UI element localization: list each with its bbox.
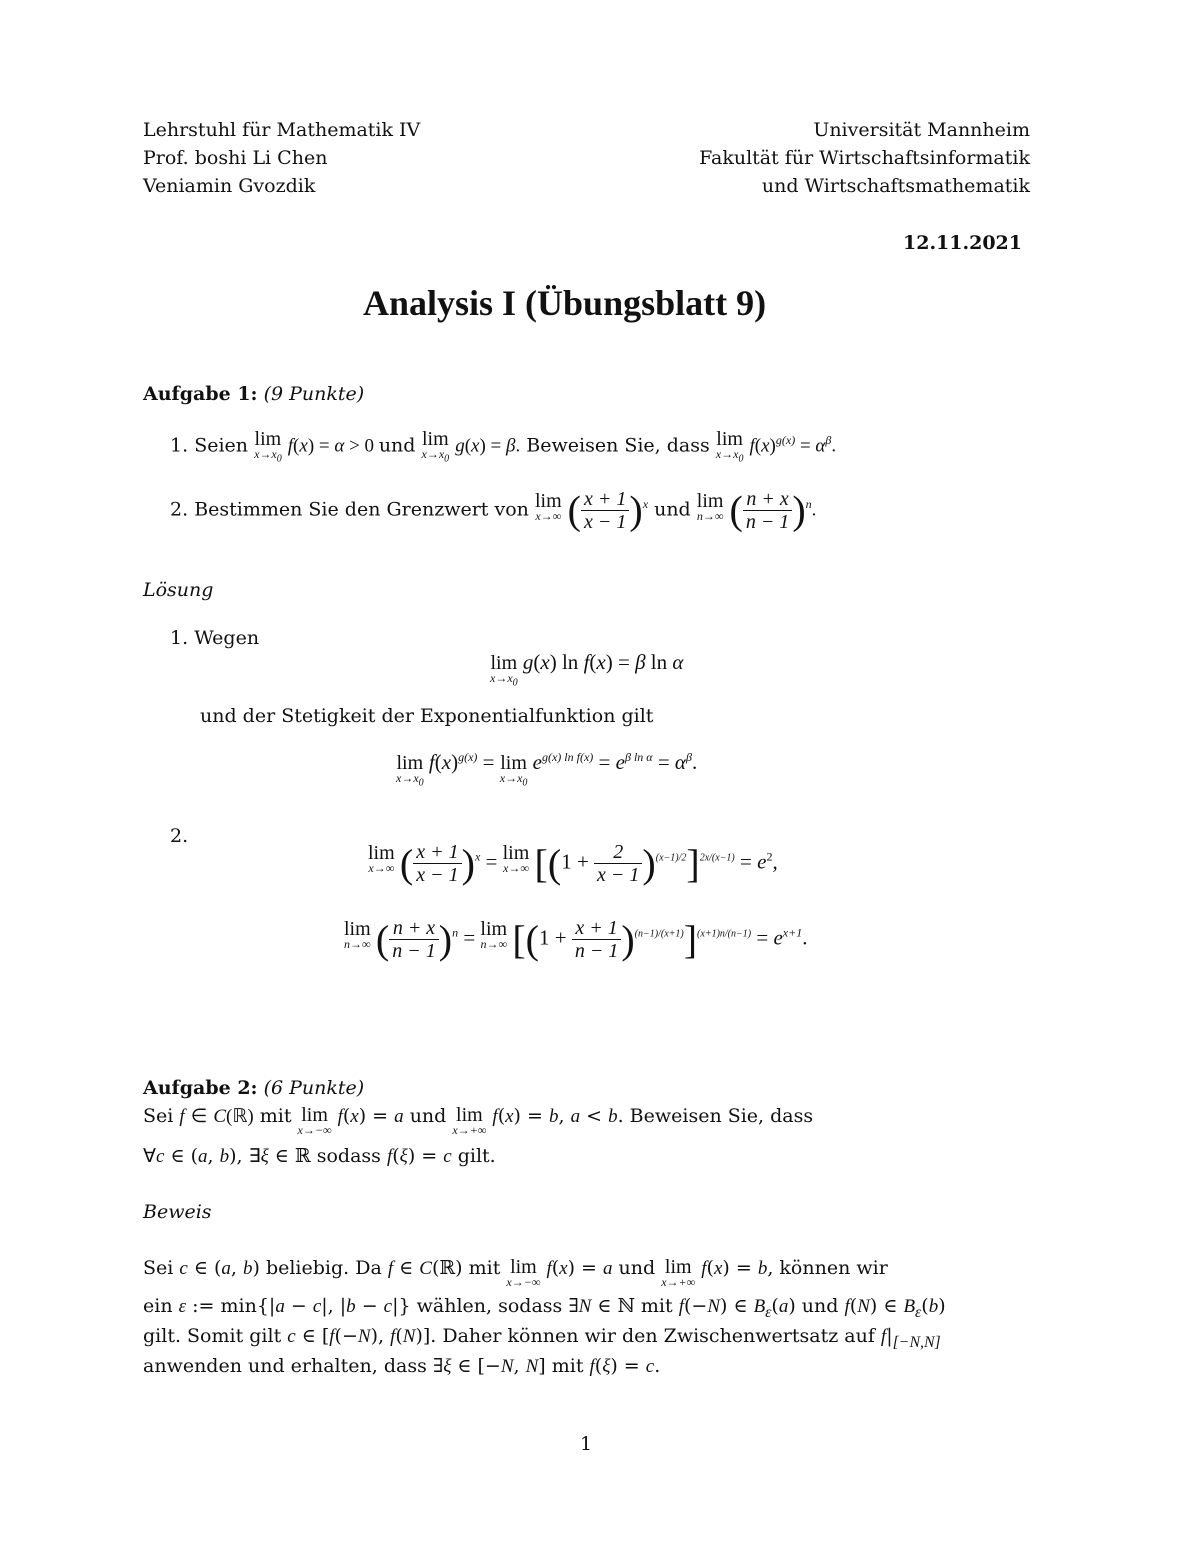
proof-ein: ein bbox=[143, 1295, 173, 1317]
aufgabe1-points: (9 Punkte) bbox=[263, 383, 365, 405]
stmt-sei: Sei bbox=[143, 1105, 174, 1127]
solution2-equation2: lim n→∞ ( $\frac{n + x}{n - 1}$ )$^n$ = lim n→∞ [(1 + $\frac{x + 1}{n - 1}$ )$^{(n-1)/(x+1)}]^{(x+1)n/(n-1)} = e^{x+1}$. bbox=[344, 917, 808, 962]
aufgabe1-item2: 2. Bestimmen Sie den Grenzwert von lim x→∞ ( $\frac{x + 1}{x - 1}$ )$^x$ und lim n→∞ ( $\frac{n + x}{n - 1}$ )$^n$. bbox=[170, 487, 817, 533]
sol1-label: 1. bbox=[170, 627, 189, 649]
aufgabe2-statement-line1: Sei f ∈ C(ℝ) mit lim x→−∞ f(x) = a und lim x→+∞ f(x) = b, a < b. Beweisen Sie, dass bbox=[143, 1104, 814, 1137]
item1-seien: Seien bbox=[194, 434, 249, 457]
header-right bbox=[699, 116, 1030, 200]
professor-name: Prof. boshi Li Chen bbox=[143, 147, 328, 169]
faculty-name: Fakultät für Wirtschaftsinformatik bbox=[699, 147, 1030, 169]
limit-op: lim $x\to x_0$ bbox=[254, 428, 282, 465]
aufgabe1-label: Aufgabe 1: bbox=[143, 383, 258, 405]
sol1-wegen: Wegen bbox=[194, 627, 260, 649]
aufgabe2-heading bbox=[143, 1074, 364, 1102]
page-number: 1 bbox=[580, 1433, 593, 1455]
proof-mit3: mit bbox=[551, 1355, 584, 1377]
solution1-intro bbox=[170, 624, 259, 652]
proof-mit2: mit bbox=[640, 1295, 673, 1317]
proof-sei: Sei bbox=[143, 1257, 174, 1279]
sheet-date: 12.11.2021 bbox=[903, 232, 1022, 254]
proof-gilt: gilt. Somit gilt bbox=[143, 1325, 282, 1347]
aufgabe1-heading bbox=[143, 380, 364, 408]
stmt-mit: mit bbox=[259, 1105, 292, 1127]
beweis-label: Beweis bbox=[143, 1201, 212, 1223]
item2-text: Bestimmen Sie den Grenzwert von bbox=[194, 498, 529, 521]
aufgabe2-points: (6 Punkte) bbox=[263, 1077, 365, 1099]
stmt-und: und bbox=[409, 1105, 447, 1127]
proof-line3: gilt. Somit gilt c ∈ [f(−N), f(N)]. Daher können wir den Zwischenwertsatz auf $f|_{[-N,N]}$ bbox=[143, 1325, 941, 1351]
stmt-gilt: gilt. bbox=[457, 1145, 496, 1167]
loesung-label: Lösung bbox=[143, 579, 214, 601]
page-title: Analysis I (Übungsblatt 9) bbox=[363, 283, 767, 323]
university-name: Universität Mannheim bbox=[813, 119, 1030, 141]
item1-und: und bbox=[378, 434, 416, 457]
proof-und2: und bbox=[801, 1295, 839, 1317]
proof-line2: ein ε := min{|a − c|, |b − c|} wählen, sodass ∃N ∈ ℕ mit f(−N) ∈ $B_\varepsilon(a)$ und f(N) ∈ $B_\varepsilon(b)$ bbox=[143, 1295, 946, 1321]
aufgabe2-label: Aufgabe 2: bbox=[143, 1077, 258, 1099]
header-left bbox=[143, 116, 420, 200]
proof-anwenden: anwenden und erhalten, dass bbox=[143, 1355, 427, 1377]
solution2-equation1: lim x→∞ ( $\frac{x + 1}{x - 1}$ )$^x$ = lim x→∞ [(1 + $\frac{2}{x - 1}$ )$^{(x-1)/2}]^{2x/(x-1)} = e^2$, bbox=[368, 841, 778, 886]
limit-op: lim x→∞ bbox=[534, 490, 562, 523]
solution1-equation2: lim $x\to x_0$ $f(x)^{g(x)}$ = lim $x\to x_0$ $e^{g(x) ln f(x)} = e^{\beta ln \alpha} = \alpha^\beta$. bbox=[396, 750, 698, 789]
aufgabe2-statement-line2: ∀c ∈ (a, b), ∃ξ ∈ ℝ sodass f(ξ) = c gilt. bbox=[143, 1145, 496, 1167]
proof-line1: Sei c ∈ (a, b) beliebig. Da f ∈ C(ℝ) mit lim x→−∞ f(x) = a und lim x→+∞ f(x) = b, können wir bbox=[143, 1256, 888, 1289]
limit-op: lim n→∞ bbox=[696, 490, 724, 523]
solution1-equation1: lim $x\to x_0$ g(x) ln f(x) = β ln α bbox=[490, 650, 684, 689]
stmt-beweisen: Beweisen Sie, dass bbox=[629, 1105, 814, 1127]
fraction: $\frac{x + 1}{x - 1}$ bbox=[581, 488, 629, 533]
limit-op: lim $x\to x_0$ bbox=[715, 428, 744, 465]
proof-koennen: können wir bbox=[779, 1257, 888, 1279]
sol2-label: 2. bbox=[170, 825, 189, 847]
fraction: $\frac{n + x}{n - 1}$ bbox=[743, 488, 793, 533]
item2-label: 2. bbox=[170, 498, 189, 521]
aufgabe1-item1: 1. Seien lim $x\to x_0$ f(x) = α > 0 und lim $x\to x_0$ g(x) = β. Beweisen Sie, dass lim $x\to x_0$ $f(x)^{g(x)} = \alpha^\beta$. bbox=[170, 428, 837, 465]
item2-und: und bbox=[654, 498, 691, 521]
proof-daher: Daher können wir den Zwischenwertsatz auf bbox=[442, 1325, 875, 1347]
proof-waehlen: wählen, sodass bbox=[416, 1295, 563, 1317]
proof-mit: mit bbox=[468, 1257, 501, 1279]
proof-line4: anwenden und erhalten, dass ∃ξ ∈ [−N, N] mit f(ξ) = c. bbox=[143, 1355, 661, 1377]
assistant-name: Veniamin Gvozdik bbox=[143, 175, 316, 197]
proof-und: und bbox=[618, 1257, 656, 1279]
stmt-sodass: sodass bbox=[316, 1145, 381, 1167]
limit-op: lim $x\to x_0$ bbox=[421, 428, 450, 465]
chair-name: Lehrstuhl für Mathematik IV bbox=[143, 119, 421, 141]
item1-beweisen: Beweisen Sie, dass bbox=[526, 434, 710, 457]
sol1-stetigkeit: und der Stetigkeit der Exponentialfunktion gilt bbox=[200, 705, 654, 727]
proof-beliebig: beliebig. Da bbox=[265, 1257, 382, 1279]
faculty-name-2: und Wirtschaftsmathematik bbox=[761, 175, 1030, 197]
item1-label: 1. bbox=[170, 434, 189, 457]
